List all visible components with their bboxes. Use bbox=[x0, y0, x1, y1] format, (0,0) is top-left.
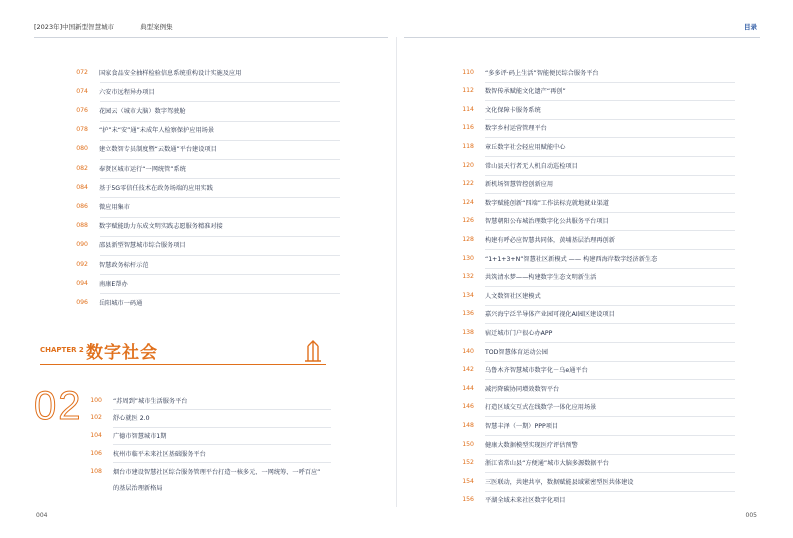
toc-divider bbox=[485, 193, 735, 194]
toc-entry[interactable] bbox=[444, 122, 547, 134]
toc-divider bbox=[485, 156, 735, 157]
toc-page-number: 144 bbox=[462, 384, 474, 392]
toc-page-number: 110 bbox=[462, 68, 474, 76]
toc-entry[interactable] bbox=[444, 364, 588, 376]
chapter-number-text: 02 bbox=[34, 384, 83, 428]
toc-page-number: 094 bbox=[76, 279, 88, 287]
toc-entry[interactable] bbox=[58, 296, 142, 308]
toc-divider bbox=[485, 137, 735, 138]
toc-entry[interactable] bbox=[72, 394, 187, 406]
toc-entry-title: 新机场智慧管控创新应用 bbox=[485, 181, 554, 189]
toc-entry[interactable] bbox=[444, 271, 596, 283]
toc-entry-title: 邵县新型智慧城市综合服务项目 bbox=[99, 242, 186, 250]
toc-entry[interactable] bbox=[444, 66, 599, 78]
toc-entry-title: “多多评·码上生活”智能便民综合服务平台 bbox=[485, 69, 599, 77]
toc-entry[interactable] bbox=[444, 438, 578, 450]
header-rule-right bbox=[404, 37, 760, 38]
page-spine bbox=[396, 37, 397, 507]
toc-entry[interactable] bbox=[72, 412, 150, 424]
toc-divider bbox=[485, 454, 735, 455]
toc-page-number: 140 bbox=[462, 347, 474, 355]
toc-entry-title: 舒心就医 2.0 bbox=[113, 415, 150, 423]
toc-page-number: 142 bbox=[462, 366, 474, 374]
toc-page-number: 072 bbox=[76, 68, 88, 76]
toc-entry-title: 健康大数据模型实现医疗评估预警 bbox=[485, 441, 578, 449]
toc-page-number: 092 bbox=[76, 260, 88, 268]
toc-page-number: 152 bbox=[462, 459, 474, 467]
toc-entry-title-line2: 的基层治理新格局 bbox=[113, 484, 163, 492]
toc-page-number: 114 bbox=[462, 105, 474, 113]
toc-divider bbox=[485, 230, 735, 231]
toc-entry[interactable] bbox=[444, 196, 609, 208]
toc-page-number: 086 bbox=[76, 202, 88, 210]
toc-entry-title: 三医联动，共建共享，数据赋能县域紧密型医共体建设 bbox=[485, 478, 634, 486]
toc-page-number: 118 bbox=[462, 142, 474, 150]
toc-entry[interactable] bbox=[444, 475, 634, 487]
toc-entry[interactable] bbox=[72, 447, 206, 459]
toc-divider bbox=[485, 175, 735, 176]
toc-divider bbox=[100, 197, 340, 198]
toc-page-number: 154 bbox=[462, 477, 474, 485]
toc-page-number: 074 bbox=[76, 87, 88, 95]
toc-divider bbox=[113, 409, 331, 410]
toc-entry-title: 智慧朝阳公布城治理数字化公共服务平台项目 bbox=[485, 218, 609, 226]
toc-divider bbox=[100, 217, 340, 218]
toc-entry-title: 基于5G零信任技术在政务场端的应用实践 bbox=[99, 184, 213, 192]
section-title: 典型案例集 bbox=[140, 23, 173, 31]
toc-entry[interactable] bbox=[444, 308, 615, 320]
toc-entry[interactable] bbox=[444, 233, 615, 245]
toc-divider bbox=[100, 159, 340, 160]
toc-entry[interactable] bbox=[444, 215, 609, 227]
toc-entry[interactable] bbox=[444, 401, 596, 413]
toc-page-number: 126 bbox=[462, 217, 474, 225]
toc-page-number: 084 bbox=[76, 183, 88, 191]
toc-label: 目录 bbox=[744, 23, 757, 31]
toc-entry-title: TOD智慧体育运动公园 bbox=[485, 348, 548, 356]
toc-entry[interactable] bbox=[444, 345, 548, 357]
toc-entry[interactable] bbox=[444, 159, 578, 171]
toc-page-number: 124 bbox=[462, 198, 474, 206]
toc-page-number: 130 bbox=[462, 254, 474, 262]
toc-page-number: 122 bbox=[462, 180, 474, 188]
toc-entry-title: 数智传承赋能文化遗产“再创” bbox=[485, 88, 566, 96]
toc-page-number: 102 bbox=[90, 414, 102, 422]
toc-page-number: 096 bbox=[76, 298, 88, 306]
toc-page-number: 116 bbox=[462, 124, 474, 132]
chapter-rule bbox=[40, 364, 326, 365]
toc-page-number: 078 bbox=[76, 126, 88, 134]
toc-divider bbox=[485, 305, 735, 306]
toc-page-number: 088 bbox=[76, 222, 88, 230]
toc-entry[interactable] bbox=[444, 140, 565, 152]
toc-entry-title: 微应用集市 bbox=[99, 203, 130, 211]
toc-page-number: 132 bbox=[462, 273, 474, 281]
toc-divider bbox=[485, 416, 735, 417]
toc-entry[interactable] bbox=[444, 85, 566, 97]
toc-page-number: 080 bbox=[76, 145, 88, 153]
toc-entry[interactable] bbox=[444, 326, 552, 338]
toc-entry-title: 国家食品安全抽样检验信息系统重构设计实施及应用 bbox=[99, 69, 242, 77]
toc-entry[interactable] bbox=[58, 181, 213, 193]
toc-entry[interactable] bbox=[58, 143, 217, 155]
toc-entry[interactable] bbox=[444, 382, 559, 394]
toc-entry-title: 常山县天行者无人机自动巡检项目 bbox=[485, 162, 578, 170]
page-number-right: 005 bbox=[745, 512, 757, 519]
toc-divider bbox=[485, 100, 735, 101]
toc-divider bbox=[485, 379, 735, 380]
toc-divider bbox=[485, 268, 735, 269]
chapter-label: CHAPTER 2 bbox=[40, 346, 84, 354]
toc-divider bbox=[100, 274, 340, 275]
toc-divider bbox=[113, 427, 331, 428]
toc-entry[interactable] bbox=[58, 258, 149, 270]
toc-entry-title: 打造区域交互式在线数学一体化应用场景 bbox=[485, 404, 597, 412]
toc-entry[interactable] bbox=[444, 178, 553, 190]
page-number-left: 004 bbox=[36, 512, 48, 519]
toc-entry-title: 烟台市建设智慧社区综合服务管理平台打造一核多元、一网统筹、一呼百应” bbox=[113, 468, 321, 476]
toc-entry-title: “苏周到”城市生活服务平台 bbox=[113, 397, 188, 405]
toc-entry[interactable] bbox=[58, 104, 186, 116]
toc-entry-title: 数字乡村运营管理平台 bbox=[485, 125, 547, 133]
toc-entry-continuation bbox=[113, 481, 163, 493]
toc-page-number: 108 bbox=[90, 467, 102, 475]
toc-page-number: 138 bbox=[462, 328, 474, 336]
toc-page-number: 100 bbox=[90, 396, 102, 404]
toc-divider bbox=[485, 119, 735, 120]
toc-page-number: 156 bbox=[462, 496, 474, 504]
toc-page-number: 106 bbox=[90, 449, 102, 457]
toc-page-number: 104 bbox=[90, 432, 102, 440]
toc-entry-title: 杭州市临平未来社区基础服务平台 bbox=[113, 450, 206, 458]
toc-divider bbox=[485, 323, 735, 324]
toc-entry[interactable] bbox=[58, 220, 223, 232]
toc-divider bbox=[100, 178, 340, 179]
toc-divider bbox=[485, 342, 735, 343]
toc-divider bbox=[485, 286, 735, 287]
toc-entry[interactable] bbox=[72, 465, 320, 477]
toc-entry[interactable] bbox=[444, 103, 541, 115]
toc-divider bbox=[485, 82, 735, 83]
toc-entry-title: 智慧政务标杆示范 bbox=[99, 261, 149, 269]
toc-entry-title: 章丘数字社会轻应用赋能中心 bbox=[485, 143, 566, 151]
toc-divider bbox=[485, 361, 735, 362]
toc-page-number: 128 bbox=[462, 235, 474, 243]
toc-divider bbox=[113, 444, 331, 445]
toc-page-number: 076 bbox=[76, 106, 88, 114]
toc-entry-title: “1+1+3+N”智慧社区新模式 —— 构建西海岸数字经济新生态 bbox=[485, 255, 658, 263]
running-header bbox=[34, 22, 173, 31]
toc-entry-title: 智慧丰泽（一期）PPP项目 bbox=[485, 422, 559, 430]
toc-entry-title: 奉贤区城市运行“一网统管”系统 bbox=[99, 165, 186, 173]
toc-entry-title: 嘉兴海宁泛半导体产业园可视化AI园区建设项目 bbox=[485, 311, 615, 319]
toc-entry-title: 数字赋能助力东成文明实践志愿服务精准对接 bbox=[99, 223, 223, 231]
toc-entry[interactable] bbox=[58, 162, 186, 174]
header-rule-left bbox=[34, 37, 388, 38]
toc-entry-title: 文化保障卡服务系统 bbox=[485, 106, 541, 114]
chapter-emblem-icon bbox=[304, 340, 322, 362]
toc-divider bbox=[485, 491, 735, 492]
toc-entry[interactable] bbox=[444, 419, 558, 431]
toc-entry[interactable] bbox=[444, 457, 609, 469]
toc-entry-title: 共筑清水梦——构建数字生态文明新生活 bbox=[485, 274, 597, 282]
toc-divider bbox=[100, 255, 340, 256]
toc-page-number: 148 bbox=[462, 421, 474, 429]
toc-entry-title: 六安市远程异办项目 bbox=[99, 88, 155, 96]
toc-entry[interactable] bbox=[58, 277, 128, 289]
toc-entry-title: 构建有呼必应智慧共同体，黄埔基层治理再创新 bbox=[485, 236, 615, 244]
toc-entry-title: 平湖全域未来社区数字化项目 bbox=[485, 497, 566, 505]
toc-divider bbox=[485, 472, 735, 473]
toc-divider bbox=[100, 121, 340, 122]
toc-entry-title: 南康E帮办 bbox=[99, 280, 128, 288]
toc-page-number: 082 bbox=[76, 164, 88, 172]
toc-divider bbox=[100, 101, 340, 102]
toc-entry[interactable] bbox=[58, 200, 130, 212]
toc-entry[interactable] bbox=[58, 66, 241, 78]
toc-entry-title: 浙江省常山县“方便通”城市大脑多源数据平台 bbox=[485, 460, 609, 468]
toc-entry-title: 岳阳城市一码通 bbox=[99, 299, 143, 307]
toc-divider bbox=[100, 293, 340, 294]
toc-entry[interactable] bbox=[58, 124, 214, 136]
toc-page-number: 090 bbox=[76, 241, 88, 249]
toc-page-number: 150 bbox=[462, 440, 474, 448]
toc-entry-title: 乌鲁木齐智慧城市数字化－乌e通平台 bbox=[485, 367, 588, 375]
toc-entry[interactable] bbox=[72, 430, 166, 442]
report-title: [2023年]中国新型智慧城市 bbox=[34, 23, 115, 31]
chapter-title: 数字社会 bbox=[86, 343, 158, 363]
toc-entry-title: 广德市智慧城市1期 bbox=[113, 433, 167, 441]
toc-divider bbox=[485, 398, 735, 399]
toc-entry[interactable] bbox=[58, 85, 155, 97]
toc-divider bbox=[100, 236, 340, 237]
toc-entry-title: 花园云（城市大脑）数字驾驶舱 bbox=[99, 107, 186, 115]
toc-divider bbox=[485, 435, 735, 436]
toc-page-number: 112 bbox=[462, 87, 474, 95]
toc-entry-title: 数字赋能创新“四端”工作法标克就地就业渠道 bbox=[485, 199, 609, 207]
toc-entry[interactable] bbox=[58, 239, 186, 251]
toc-entry[interactable] bbox=[444, 494, 565, 506]
toc-page-number: 146 bbox=[462, 403, 474, 411]
toc-divider bbox=[485, 249, 735, 250]
toc-divider bbox=[113, 462, 331, 463]
toc-page-number: 136 bbox=[462, 310, 474, 318]
toc-divider bbox=[100, 140, 340, 141]
toc-page-number: 134 bbox=[462, 291, 474, 299]
toc-entry[interactable] bbox=[444, 289, 541, 301]
toc-entry-title: “护”未“安”通”未成年人检察保护应用场景 bbox=[99, 127, 215, 135]
toc-divider bbox=[485, 212, 735, 213]
toc-divider bbox=[100, 82, 340, 83]
toc-entry-title: 人文数智社区建模式 bbox=[485, 292, 541, 300]
toc-page-number: 120 bbox=[462, 161, 474, 169]
toc-entry[interactable] bbox=[444, 252, 657, 264]
toc-entry-title: 建立数智专员制度暨“云数通”平台建设项目 bbox=[99, 146, 217, 154]
toc-entry-title: 宿迁城市门户很心办APP bbox=[485, 329, 553, 337]
toc-entry-title: 减污降碳协同增效数智平台 bbox=[485, 385, 560, 393]
